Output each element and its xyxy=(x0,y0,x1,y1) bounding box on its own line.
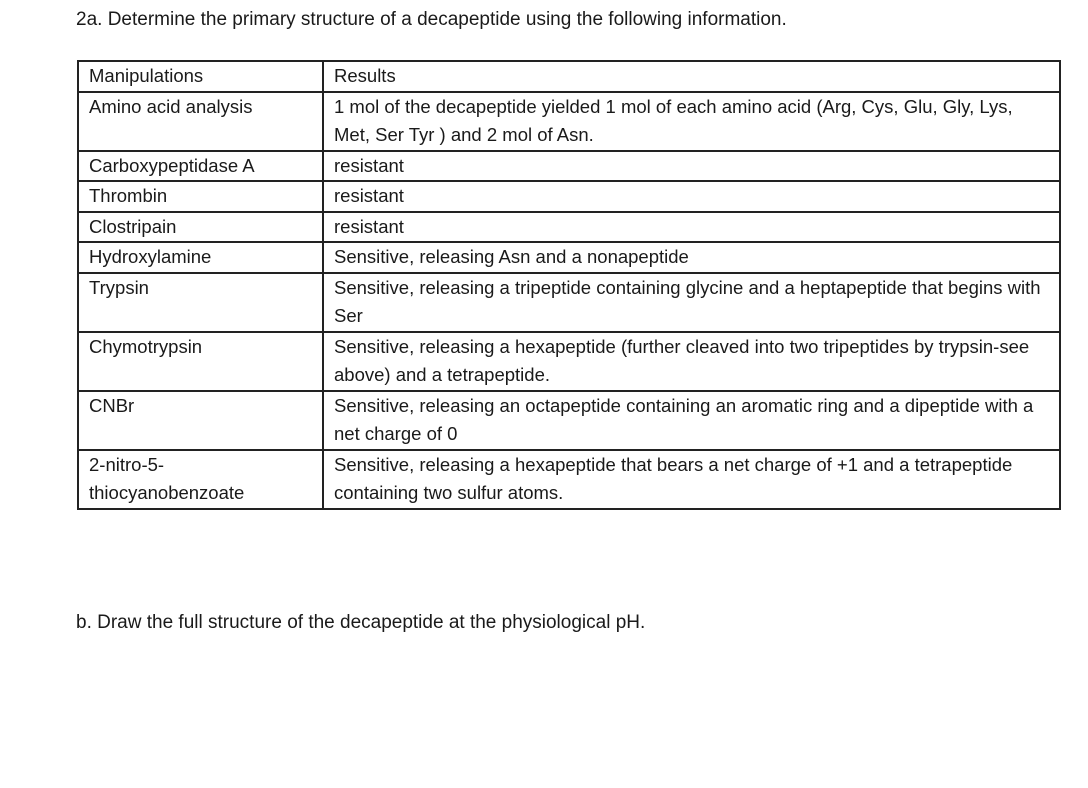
manipulation-cell: Carboxypeptidase A xyxy=(78,151,323,182)
table-header-row xyxy=(78,61,1060,92)
table-row xyxy=(78,391,1060,450)
result-cell: resistant xyxy=(323,181,1060,212)
result-cell: Sensitive, releasing an octapeptide containing an aromatic ring and a dipeptide with a net charge of 0 xyxy=(323,391,1060,450)
question-a: 2a. Determine the primary structure of a decapeptide using the following information. xyxy=(76,9,787,30)
result-cell: resistant xyxy=(323,212,1060,243)
manipulations-table xyxy=(77,60,1061,510)
question-b: b. Draw the full structure of the decapeptide at the physiological pH. xyxy=(76,612,646,633)
table-row xyxy=(78,92,1060,151)
manipulation-cell: CNBr xyxy=(78,391,323,450)
table-row xyxy=(78,273,1060,332)
manipulation-cell: Amino acid analysis xyxy=(78,92,323,151)
table-row xyxy=(78,212,1060,243)
manipulation-cell: Clostripain xyxy=(78,212,323,243)
manipulation-cell: Thrombin xyxy=(78,181,323,212)
manipulation-cell: Trypsin xyxy=(78,273,323,332)
manipulation-cell: 2-nitro-5-thiocyanobenzoate xyxy=(78,450,323,509)
result-cell: Sensitive, releasing a hexapeptide that bears a net charge of +1 and a tetrapeptide containing two sulfur atoms. xyxy=(323,450,1060,509)
header-results: Results xyxy=(323,61,1060,92)
result-cell: 1 mol of the decapeptide yielded 1 mol of each amino acid (Arg, Cys, Glu, Gly, Lys, Met, Ser Tyr ) and 2 mol of Asn. xyxy=(323,92,1060,151)
result-cell: Sensitive, releasing a tripeptide containing glycine and a heptapeptide that begins with Ser xyxy=(323,273,1060,332)
result-cell: resistant xyxy=(323,151,1060,182)
table-row xyxy=(78,450,1060,509)
result-cell: Sensitive, releasing Asn and a nonapeptide xyxy=(323,242,1060,273)
table-row xyxy=(78,151,1060,182)
table-row xyxy=(78,332,1060,391)
manipulation-cell: Hydroxylamine xyxy=(78,242,323,273)
table-row xyxy=(78,181,1060,212)
manipulation-cell: Chymotrypsin xyxy=(78,332,323,391)
table-row xyxy=(78,242,1060,273)
result-cell: Sensitive, releasing a hexapeptide (further cleaved into two tripeptides by trypsin-see above) and a tetrapeptide. xyxy=(323,332,1060,391)
header-manipulations: Manipulations xyxy=(78,61,323,92)
